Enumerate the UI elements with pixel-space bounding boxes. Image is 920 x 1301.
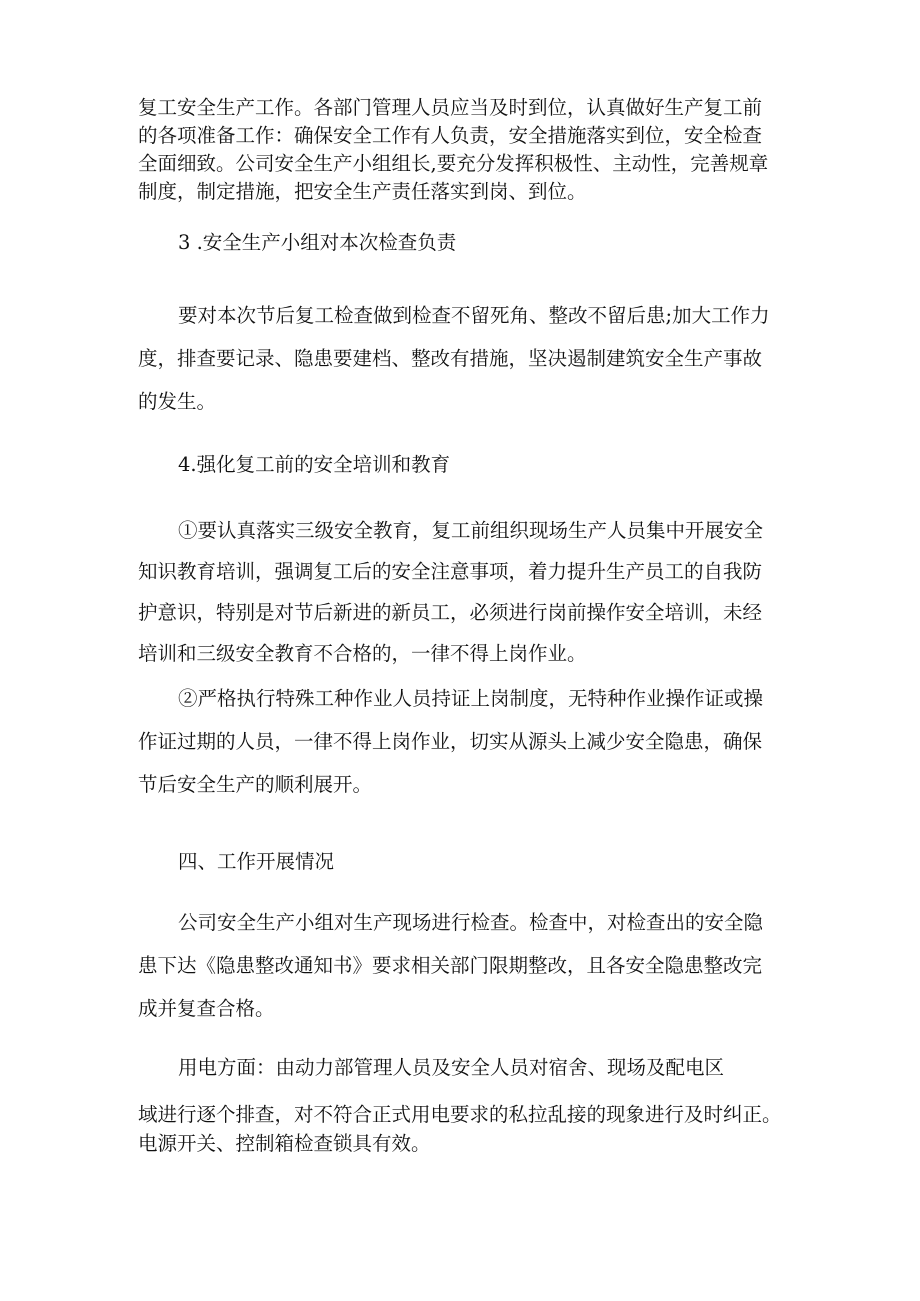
text-line: 知识教育培训，强调复工后的安全注意事项，着力提升生产员工的自我防 [138, 560, 763, 583]
paragraph-work-resumption [138, 94, 798, 206]
text-line: 培训和三级安全教育不合格的，一律不得上岗作业。 [138, 642, 587, 665]
text-line: 患下达《隐患整改通知书》要求相关部门限期整改，且各安全隐患整改完 [138, 954, 763, 977]
text-line: 制度，制定措施，把安全生产责任落实到岗、到位。 [138, 180, 587, 203]
text-line: ①要认真落实三级安全教育，复工前组织现场生产人员集中开展安全 [178, 519, 764, 542]
text-line: 复工安全生产工作。各部门管理人员应当及时到位，认真做好生产复工前 [138, 96, 763, 119]
paragraph-certified-operations [138, 677, 798, 806]
text-line: 电源开关、控制箱检查锁具有效。 [138, 1132, 431, 1155]
text-line: 的各项准备工作：确保安全工作有人负责，安全措施落实到位，安全检查 [138, 124, 763, 147]
text-line: 全面细致。公司安全生产小组组长,要充分发挥积极性、主动性，完善规章 [138, 152, 769, 175]
text-line: 成并复查合格。 [138, 997, 275, 1020]
paragraph-site-inspection [138, 901, 798, 1030]
text-line: 作证过期的人员，一律不得上岗作业，切实从源头上减少安全隐患，确保 [138, 730, 763, 753]
paragraph-electricity-detail [138, 1100, 798, 1158]
paragraph-electricity-intro: 用电方面：由动力部管理人员及安全人员对宿舍、现场及配电区 [178, 1056, 725, 1079]
heading-section-3: 3 .安全生产小组对本次检查负责 [178, 231, 457, 254]
paragraph-safety-education [138, 510, 798, 674]
text-line: 域进行逐个排查，对不符合正式用电要求的私拉乱接的现象进行及时纠正。 [138, 1103, 782, 1126]
text-line: 公司安全生产小组对生产现场进行检查。检查中，对检查出的安全隐 [178, 911, 764, 934]
text-line: 节后安全生产的顺利展开。 [138, 773, 373, 796]
text-line: 护意识，特别是对节后新进的新员工，必须进行岗前操作安全培训，未经 [138, 601, 763, 624]
text-line: 的发生。 [138, 390, 217, 413]
paragraph-inspection-responsibility [138, 294, 798, 423]
text-line: ②严格执行特殊工种作业人员持证上岗制度，无特种作业操作证或操 [178, 687, 764, 710]
heading-work-progress: 四、工作开展情况 [178, 850, 335, 873]
text-line: 度，排查要记录、隐患要建档、整改有措施，坚决遏制建筑安全生产事故 [138, 347, 763, 370]
text-line: 要对本次节后复工检查做到检查不留死角、整改不留后患;加大工作力 [178, 304, 770, 327]
heading-section-4: 4.强化复工前的安全培训和教育 [178, 453, 451, 476]
